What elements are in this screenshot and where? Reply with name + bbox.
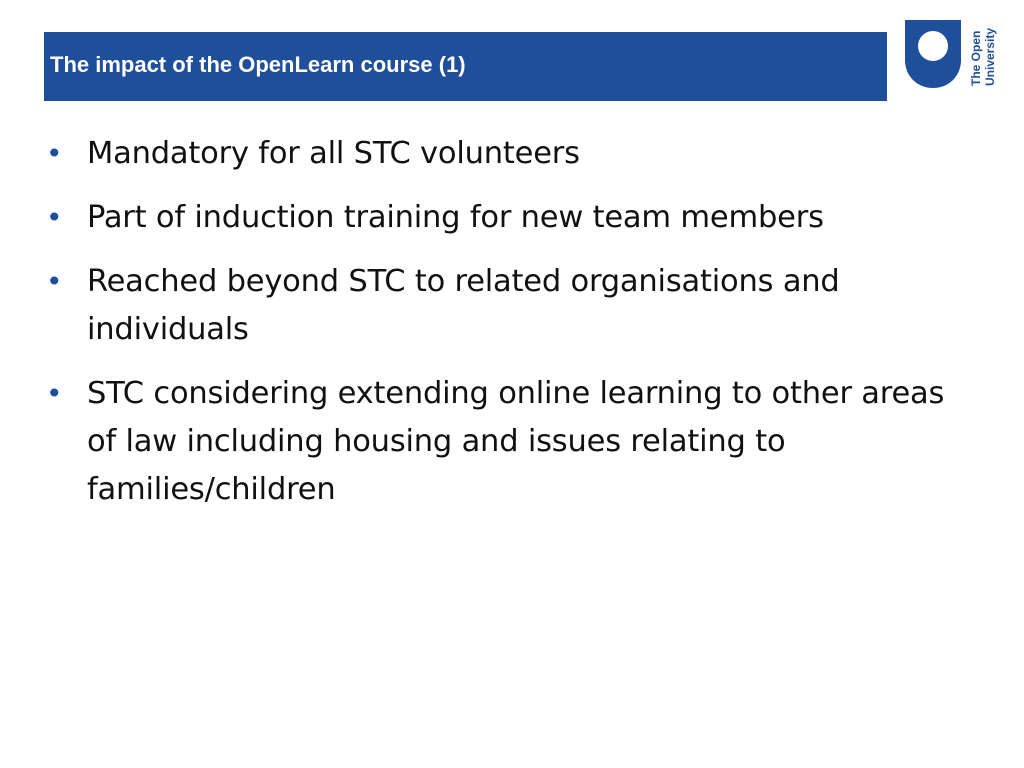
- bullet-marker: •: [46, 265, 63, 298]
- open-university-logo: [905, 20, 1005, 92]
- bullet-item: [44, 194, 974, 242]
- open-university-shield-icon: [905, 20, 961, 88]
- bullet-text: Mandatory for all STC volunteers: [87, 136, 580, 171]
- bullet-marker: •: [46, 377, 63, 410]
- bullet-item: [44, 258, 974, 354]
- bullet-item: [44, 130, 974, 178]
- slide-title: The impact of the OpenLearn course (1): [50, 52, 466, 77]
- bullet-marker: •: [46, 137, 63, 170]
- bullet-text: STC considering extending online learning to other areas of law including housing and issues relating to families/children: [87, 376, 945, 507]
- bullet-text: Part of induction training for new team members: [87, 200, 824, 235]
- bullet-list: [44, 130, 974, 530]
- logo-line1: The Open: [969, 30, 983, 86]
- logo-line2: University: [983, 27, 997, 86]
- bullet-item: [44, 370, 974, 514]
- bullet-text: Reached beyond STC to related organisations and individuals: [87, 264, 840, 347]
- bullet-marker: •: [46, 201, 63, 234]
- title-bar: [44, 32, 887, 101]
- logo-wordmark: [967, 20, 1003, 88]
